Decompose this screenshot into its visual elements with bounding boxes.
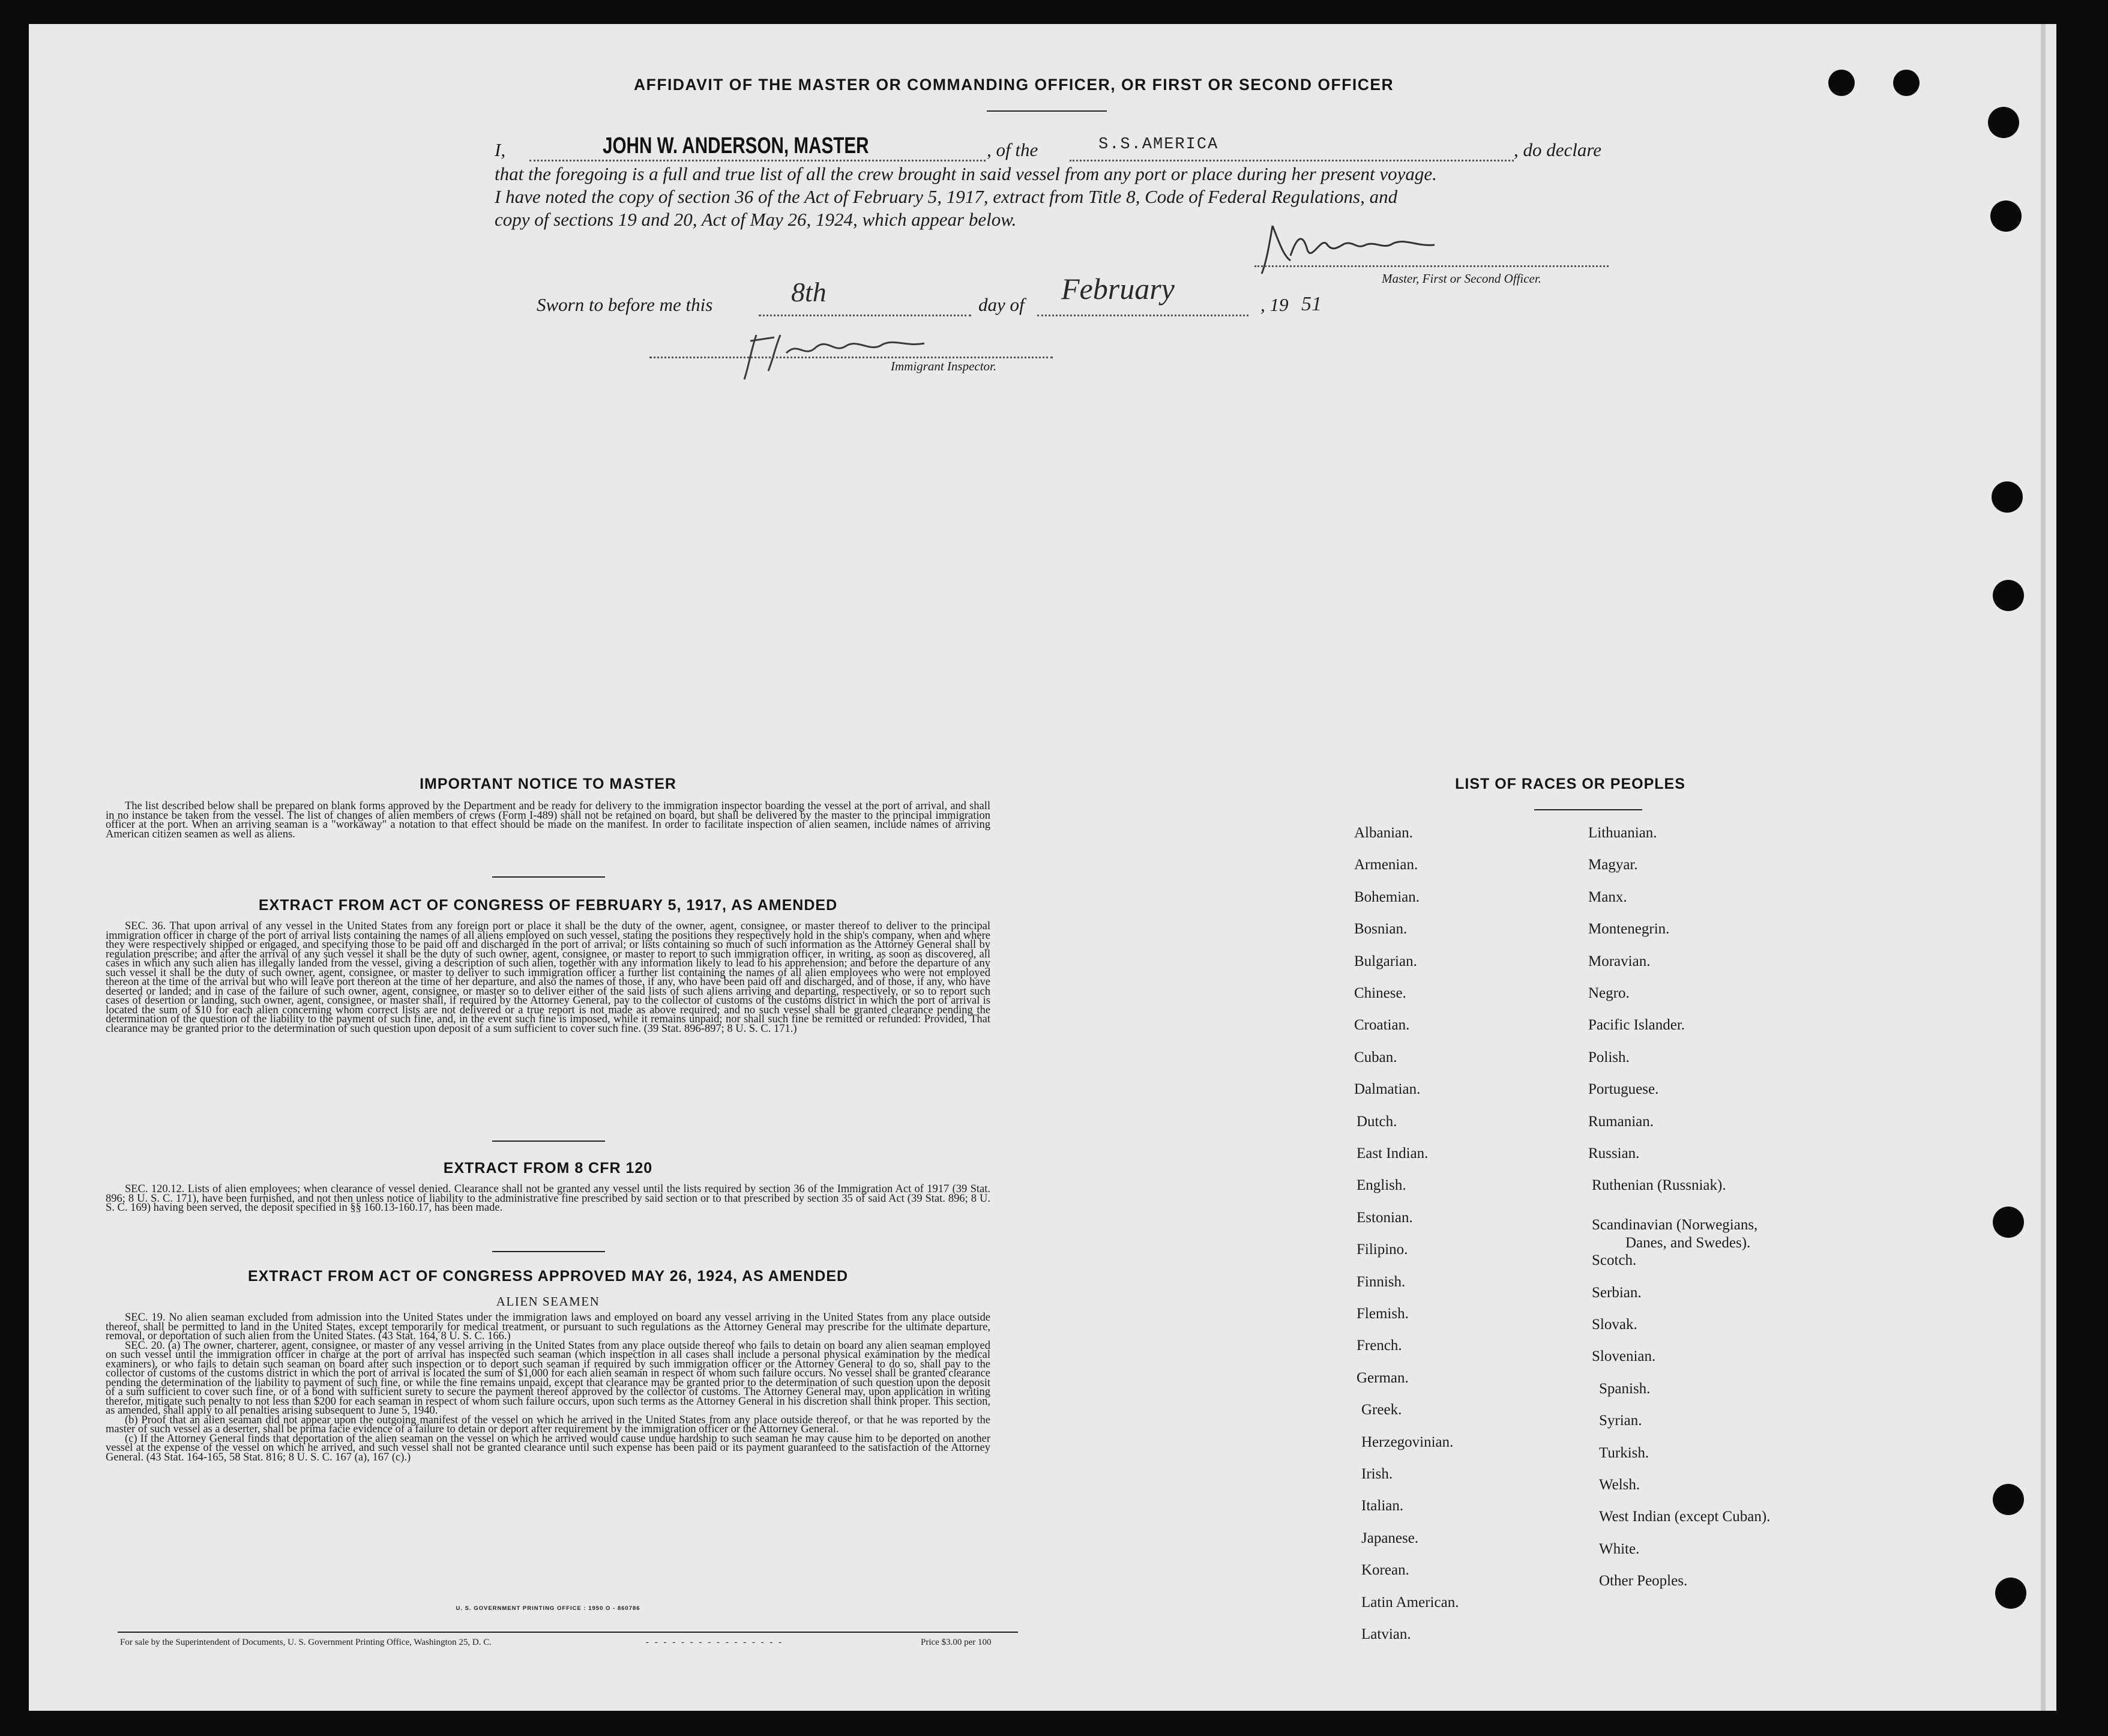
races-divider [1534, 809, 1642, 810]
race-item: Scandinavian (Norwegians, [1592, 1217, 1758, 1234]
race-item: Syrian. [1599, 1412, 1642, 1429]
section-divider [492, 1141, 605, 1142]
alien-seamen-subtitle: ALIEN SEAMEN [496, 1294, 600, 1309]
race-item: Flemish. [1357, 1306, 1409, 1322]
gpo-imprint: U. S. GOVERNMENT PRINTING OFFICE : 1950 O - 860786 [456, 1605, 640, 1612]
race-item: Finnish. [1357, 1273, 1406, 1290]
race-item: French. [1357, 1337, 1402, 1354]
inspector-signature-line [649, 357, 1053, 358]
declaration-line-3: I have noted the copy of section 36 of the Act of February 5, 1917, extract from Title 8, Code of Federal Regulations, and [495, 186, 1398, 207]
race-item: Pacific Islander. [1588, 1017, 1685, 1034]
race-item: White. [1599, 1540, 1640, 1557]
sworn-year: 51 [1301, 293, 1322, 315]
race-item: Portuguese. [1588, 1081, 1659, 1098]
race-item: Turkish. [1599, 1444, 1649, 1461]
sworn-month: February [1061, 272, 1175, 306]
race-item: Latvian. [1361, 1626, 1411, 1642]
extract-1917-title: EXTRACT FROM ACT OF CONGRESS OF FEBRUARY 5, 1917, AS AMENDED [258, 897, 838, 914]
race-item: Magyar. [1588, 857, 1638, 873]
master-signature [1254, 214, 1483, 280]
race-item: Italian. [1361, 1498, 1404, 1514]
race-item: Polish. [1588, 1049, 1630, 1065]
extract-cfr-title: EXTRACT FROM 8 CFR 120 [443, 1160, 653, 1177]
race-item: East Indian. [1357, 1145, 1429, 1162]
race-item: Herzegovinian. [1361, 1433, 1454, 1450]
race-item: Chinese. [1354, 985, 1406, 1001]
punch-hole [1990, 200, 2022, 232]
section-divider [492, 1251, 605, 1252]
race-item: Lithuanian. [1588, 825, 1657, 841]
extract-1924-title: EXTRACT FROM ACT OF CONGRESS APPROVED MAY 26, 1924, AS AMENDED [247, 1268, 849, 1285]
footer-rule [118, 1632, 1018, 1633]
extract-1917-body: SEC. 36. That upon arrival of any vessel in the United States from any foreign port or place it shall be the duty of the owner, agent, consignee, or master thereof to deliver to the principal immigration officer in charge of the port of arrival lists containing the names of all aliens employed on such vessel, stating the positions they respectively hold in the ship's company, when and where they were respectively shipped or engaged, and specifying those to be paid off and discharged in the port of arrival; or lists containing so much of such information as the Attorney General shall by regulation prescribe; and after the arrival of any such vessel it shall be the duty of such owner, agent, consignee, or master to report to such immigration officer, in writing, as soon as discovered, all cases in which any such alien has illegally landed from the vessel, giving a description of such alien, together with any information likely to lead to his apprehension; and before the departure of any such vessel it shall be the duty of such owner, agent, consignee, or master to deliver to such immigration officer a further list containing the names of all alien employees who were not employed thereon at the time of the arrival but who will leave port thereon at the time of her departure, and also the names of those, if any, who have been paid off and discharged, and of those, if any, who have deserted or landed; and in case of the failure of such owner, agent, consignee, or master so to deliver either of the said lists of such aliens arriving and departing, respectively, or so to report such cases of desertion or landing, such owner, agent, consignee, or master shall, if required by the Attorney General, pay to the collector of customs of the customs district in which the port of arrival is located the sum of $10 for each alien concerning whom correct lists are not delivered or a true report is not made as above required; and no such vessel shall be granted clearance pending the determination of the question of the liability to the payment of such fine, and, in the event such fine is imposed, while it remains unpaid; nor shall such fine be remitted or refunded: Provided, That clearance may be granted prior to the determination of such question upon deposit of a sum sufficient to cover such fine. (39 Stat. 896-897; 8 U. S. C. 171.) [106, 920, 990, 1035]
punch-hole [1995, 1578, 2026, 1609]
race-item: Spanish. [1599, 1380, 1651, 1397]
title-divider [987, 110, 1107, 112]
race-item: Estonian. [1357, 1209, 1413, 1226]
notice-title: IMPORTANT NOTICE TO MASTER [420, 776, 676, 792]
master-caption: Master, First or Second Officer. [1382, 271, 1541, 286]
race-item: Russian. [1588, 1145, 1640, 1162]
sworn-day-line [759, 315, 971, 316]
race-item: Japanese. [1361, 1530, 1419, 1546]
vessel-line [1070, 160, 1514, 161]
section-divider [492, 876, 605, 878]
punch-hole [1993, 1484, 2024, 1515]
race-item: Serbian. [1592, 1284, 1642, 1301]
punch-hole [1988, 107, 2019, 138]
declarant-prefix: I, [495, 139, 506, 160]
affidavit-title: AFFIDAVIT OF THE MASTER OR COMMANDING OFFICER, OR FIRST OR SECOND OFFICER [634, 76, 1394, 94]
race-item: Rumanian. [1588, 1113, 1654, 1130]
race-item: Bulgarian. [1354, 953, 1417, 969]
race-item: Filipino. [1357, 1241, 1408, 1258]
sworn-day: 8th [791, 277, 827, 307]
sworn-label: Sworn to before me this [537, 294, 713, 315]
race-item: Moravian. [1588, 953, 1651, 969]
race-item: Slovenian. [1592, 1348, 1656, 1365]
race-item: Ruthenian (Russniak). [1592, 1177, 1726, 1194]
race-item: Cuban. [1354, 1049, 1397, 1065]
master-signature-line [1254, 265, 1609, 267]
inspector-caption: Immigrant Inspector. [891, 359, 997, 373]
declaration-line-4: copy of sections 19 and 20, Act of May 26, 1924, which appear below. [495, 209, 1017, 230]
price-label: Price $3.00 per 100 [921, 1638, 992, 1647]
race-item: West Indian (except Cuban). [1599, 1508, 1771, 1525]
race-item: Slovak. [1592, 1316, 1637, 1333]
sale-dashes: - - - - - - - - - - - - - - - - [646, 1638, 784, 1647]
race-item: German. [1357, 1369, 1409, 1386]
race-item: Bohemian. [1354, 888, 1420, 905]
declarant-name: JOHN W. ANDERSON, MASTER [603, 133, 869, 158]
race-item: Armenian. [1354, 857, 1418, 873]
year-prefix: , 19 [1260, 294, 1289, 315]
extract-cfr-body: SEC. 120.12. Lists of alien employees; when clearance of vessel denied. Clearance shall not be granted any vessel until the lists required by section 36 of the Immigration Act of 1917 (39 Stat. 896; 8 U. S. C. 171), have been furnished, and not then unless notice of liability to the administrative fine prescribed by said section or to that prescribed by section 35 of said Act (39 Stat. 896; 8 U. S. C. 169) having been served, the deposit specified in §§ 160.13-160.17, has been made. [106, 1183, 990, 1214]
punch-hole [1993, 1207, 2024, 1238]
race-item: Montenegrin. [1588, 921, 1670, 938]
race-item: Latin American. [1361, 1594, 1459, 1611]
race-item: English. [1357, 1177, 1406, 1194]
race-item: Scotch. [1592, 1252, 1637, 1269]
punch-hole [1828, 70, 1855, 96]
race-item: Bosnian. [1354, 921, 1408, 938]
punch-hole [1893, 70, 1920, 96]
extract-1924-body: SEC. 19. No alien seaman excluded from admission into the United States under the immigration laws and employed on board any vessel arriving in the United States from any place outside thereof, shall be permitted to land in the United States, except temporarily for medical treatment, or pursuant to such regulations as the Attorney General may prescribe for the ultimate departure, removal, or deportation of such alien from the United States. (43 Stat. 164, 8 U. S. C. 166.) SEC. 20. (a) The owner, charterer, agent, consignee, or master of any vessel arriving in the United States from any place outside thereof who fails to detain on board any alien seaman employed on such vessel until the immigration officer in charge at the port of arrival has inspected such seaman (which inspection in all cases shall include a personal physical examination by the medical examiners), or who fails to detain such seaman on board after such inspection or to deport such seaman if required by such immigration officer or the Attorney General to do so, shall pay to the collector of customs of the customs district in which the port of arrival is located the sum of $1,000 for each alien seaman in respect of whom such failure occurs. No vessel shall be granted clearance pending the determination of the liability to payment of such fine, or while the fine remains unpaid, except that clearance may be granted prior to the determination of such question upon the deposit of a sum sufficient to cover such fine, or of a bond with sufficient surety to secure the payment thereof approved by the collector of customs. The Attorney General may, upon application in writing therefor, mitigate such penalty to not less than $200 for each seaman in respect of whom such failure occurs, upon such terms as the Attorney General in his discretion shall think proper. This section, as amended, shall apply to all penalties arising subsequent to June 5, 1940. (b) Proof that an alien seaman did not appear upon the outgoing manifest of the vessel on which he arrived in the United States from any place outside thereof, or that he was reported by the master of such vessel as a deserter, shall be prima facie evidence of a failure to detain or deport after requirement by the immigration officer or the Attorney General. (c) If the Attorney General finds that deportation of the alien seaman on the vessel on which he arrived would cause undue hardship to such seaman he may cause him to be deported on another vessel at the expense of the vessel on which he arrived, and such vessel shall not be granted clearance until such expense has been paid or its payment guaranteed to the satisfaction of the Attorney General. (43 Stat. 164-165, 58 Stat. 816; 8 U. S. C. 167 (a), 167 (c).) [106, 1312, 990, 1463]
do-declare-label: , do declare [1514, 139, 1602, 160]
races-title: LIST OF RACES OR PEOPLES [1455, 776, 1685, 792]
day-of-label: day of [978, 294, 1025, 315]
race-item: Welsh. [1599, 1477, 1640, 1493]
vessel-name: S.S.AMERICA [1098, 136, 1219, 154]
declarant-name-line [529, 160, 986, 161]
notice-body: The list described below shall be prepared on blank forms approved by the Department and be ready for delivery to the immigration inspector boarding the vessel at the port of arrival, and shall in no instance be taken from the vessel. The list of changes of alien members of crews (Form I-489) shall not be retained on board, but shall be delivered by the master to the principal immigration officer at the port. When an arriving seaman is a "workaway" a notation to that effect should be made on the manifest. In order to facilitate inspection of alien seamen, include names of arriving American citizen seamen as well as aliens. [106, 800, 990, 840]
race-item: Negro. [1588, 985, 1630, 1001]
of-the-label: , of the [987, 139, 1038, 160]
race-item: Korean. [1361, 1562, 1409, 1579]
sworn-month-line [1037, 315, 1248, 316]
race-item: Dutch. [1357, 1113, 1397, 1130]
race-item: Manx. [1588, 888, 1627, 905]
race-item: Dalmatian. [1354, 1081, 1421, 1098]
punch-hole [1992, 481, 2023, 513]
race-item: Albanian. [1354, 825, 1413, 841]
sale-notice: For sale by the Superintendent of Documents, U. S. Government Printing Office, Washington 25, D. C. [120, 1638, 492, 1647]
race-item: Other Peoples. [1599, 1573, 1688, 1590]
declaration-line-2: that the foregoing is a full and true list of all the crew brought in said vessel from any port or place during her present voyage. [495, 163, 1437, 184]
race-item: Greek. [1361, 1402, 1402, 1418]
punch-hole [1993, 580, 2024, 611]
race-item: Danes, and Swedes). [1625, 1235, 1751, 1252]
page-edge [2041, 24, 2046, 1711]
race-item: Croatian. [1354, 1017, 1410, 1034]
race-item: Irish. [1361, 1466, 1393, 1482]
